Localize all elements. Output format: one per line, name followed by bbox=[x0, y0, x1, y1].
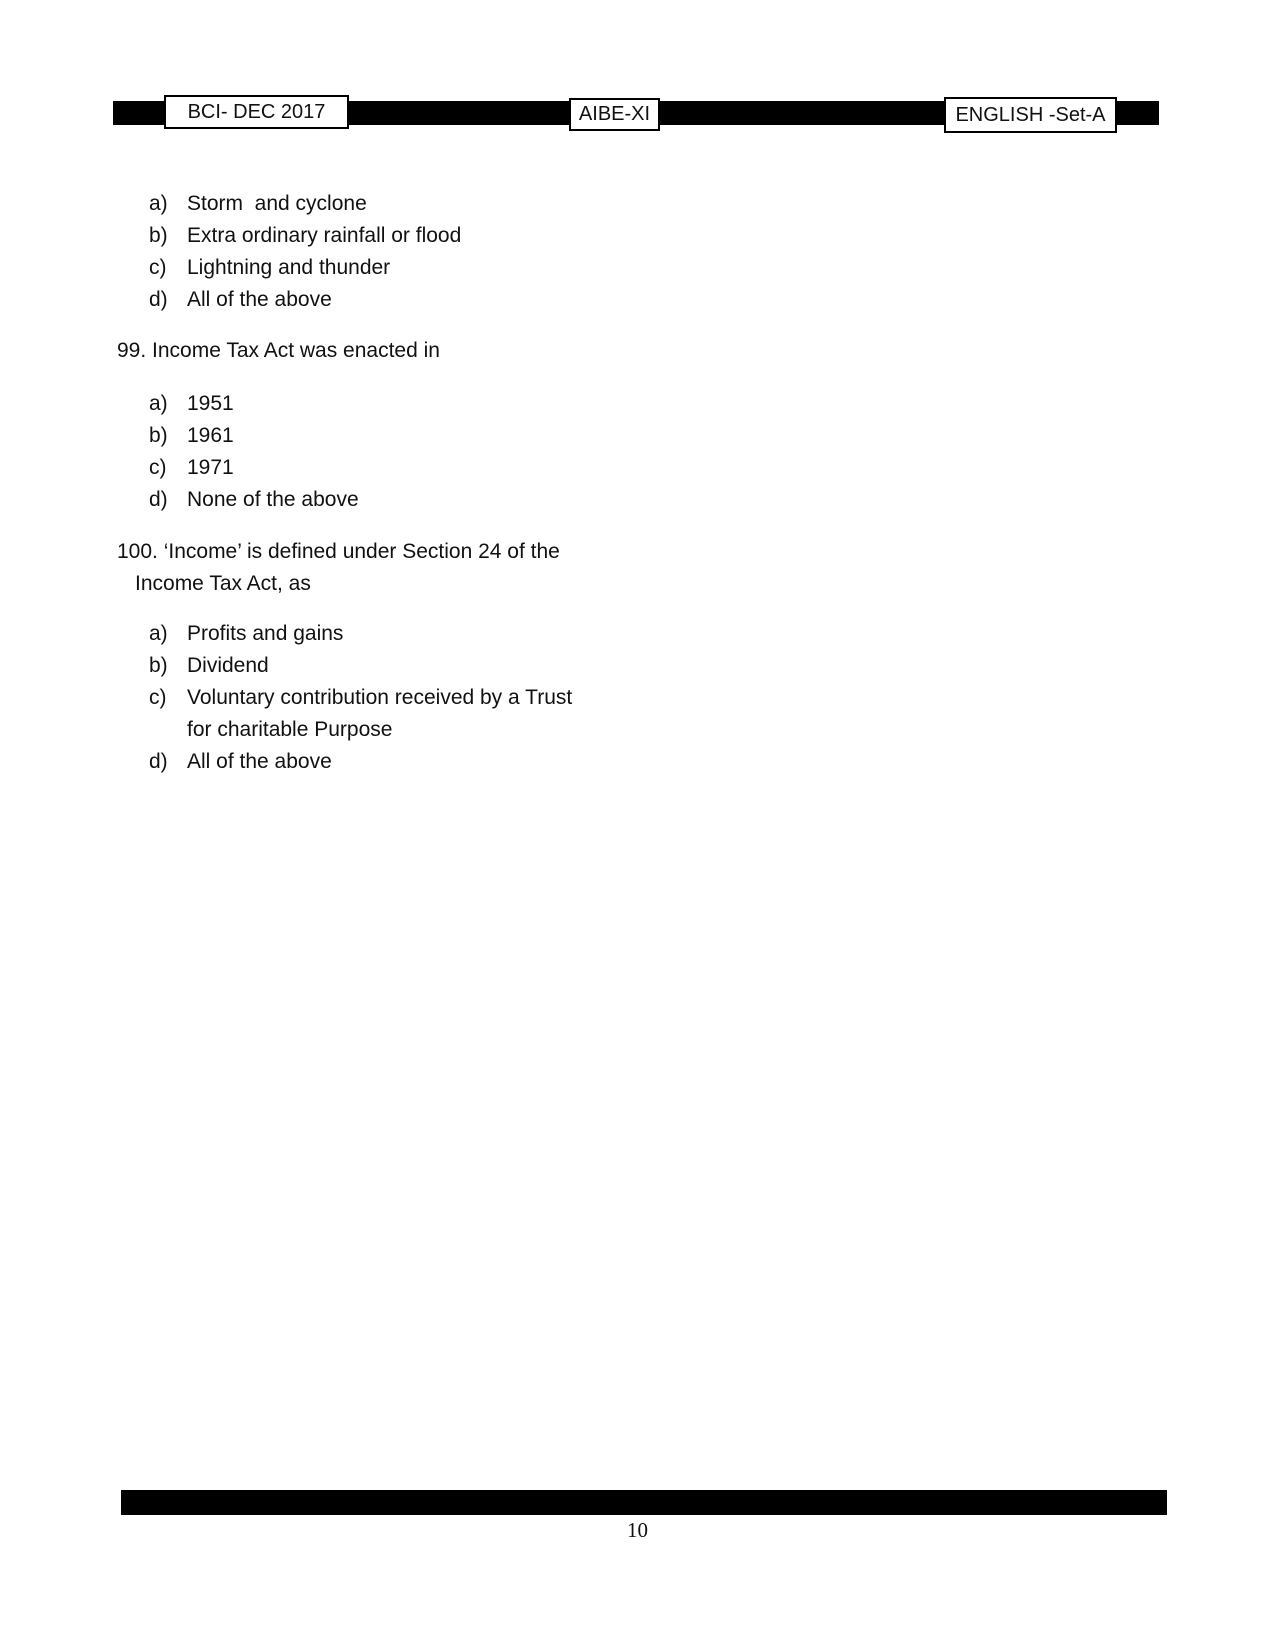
option-letter: c) bbox=[149, 256, 167, 279]
option-item bbox=[140, 452, 359, 484]
option-item bbox=[140, 682, 572, 746]
question-100-options bbox=[140, 618, 572, 778]
option-text: 1971 bbox=[187, 456, 234, 479]
option-letter: a) bbox=[149, 622, 168, 645]
header-set-label: ENGLISH -Set-A bbox=[944, 97, 1117, 133]
option-letter: a) bbox=[149, 392, 168, 415]
option-text: Extra ordinary rainfall or flood bbox=[187, 224, 462, 247]
option-item bbox=[140, 220, 461, 252]
option-letter: b) bbox=[149, 224, 168, 247]
option-item bbox=[140, 746, 572, 778]
option-item bbox=[140, 284, 461, 316]
option-letter: d) bbox=[149, 750, 168, 773]
option-item bbox=[140, 252, 461, 284]
option-letter: a) bbox=[149, 192, 168, 215]
option-text: Lightning and thunder bbox=[187, 256, 391, 279]
option-item bbox=[140, 618, 572, 650]
header-exam-label: BCI- DEC 2017 bbox=[164, 95, 349, 129]
option-text: 1951 bbox=[187, 392, 234, 415]
option-item bbox=[140, 650, 572, 682]
option-item bbox=[140, 484, 359, 516]
header-exam-code: AIBE-XI bbox=[569, 98, 660, 131]
question-99: 99. Income Tax Act was enacted in bbox=[117, 339, 440, 362]
option-text: All of the above bbox=[187, 288, 332, 311]
option-text: None of the above bbox=[187, 488, 359, 511]
option-letter: d) bbox=[149, 288, 168, 311]
option-text: Dividend bbox=[187, 654, 269, 677]
footer-bar bbox=[121, 1490, 1167, 1515]
option-text: Profits and gains bbox=[187, 622, 344, 645]
option-text: 1961 bbox=[187, 424, 234, 447]
option-item bbox=[140, 420, 359, 452]
question-99-options bbox=[140, 388, 359, 516]
option-text: All of the above bbox=[187, 750, 332, 773]
question-100 bbox=[117, 536, 560, 600]
page-number: 10 bbox=[627, 1518, 648, 1542]
option-text: Storm and cyclone bbox=[187, 192, 367, 215]
option-text: Voluntary contribution received by a Trust bbox=[187, 686, 573, 709]
option-letter: d) bbox=[149, 488, 168, 511]
option-letter: c) bbox=[149, 686, 167, 709]
question-100-line2: Income Tax Act, as bbox=[135, 572, 311, 595]
option-item bbox=[140, 188, 461, 220]
option-letter: b) bbox=[149, 424, 168, 447]
option-item bbox=[140, 388, 359, 420]
question-100-line1: 100. ‘Income’ is defined under Section 24 of the bbox=[117, 540, 560, 563]
option-letter: b) bbox=[149, 654, 168, 677]
prev-question-options bbox=[140, 188, 461, 316]
option-letter: c) bbox=[149, 456, 167, 479]
option-text-continued: for charitable Purpose bbox=[187, 718, 393, 741]
